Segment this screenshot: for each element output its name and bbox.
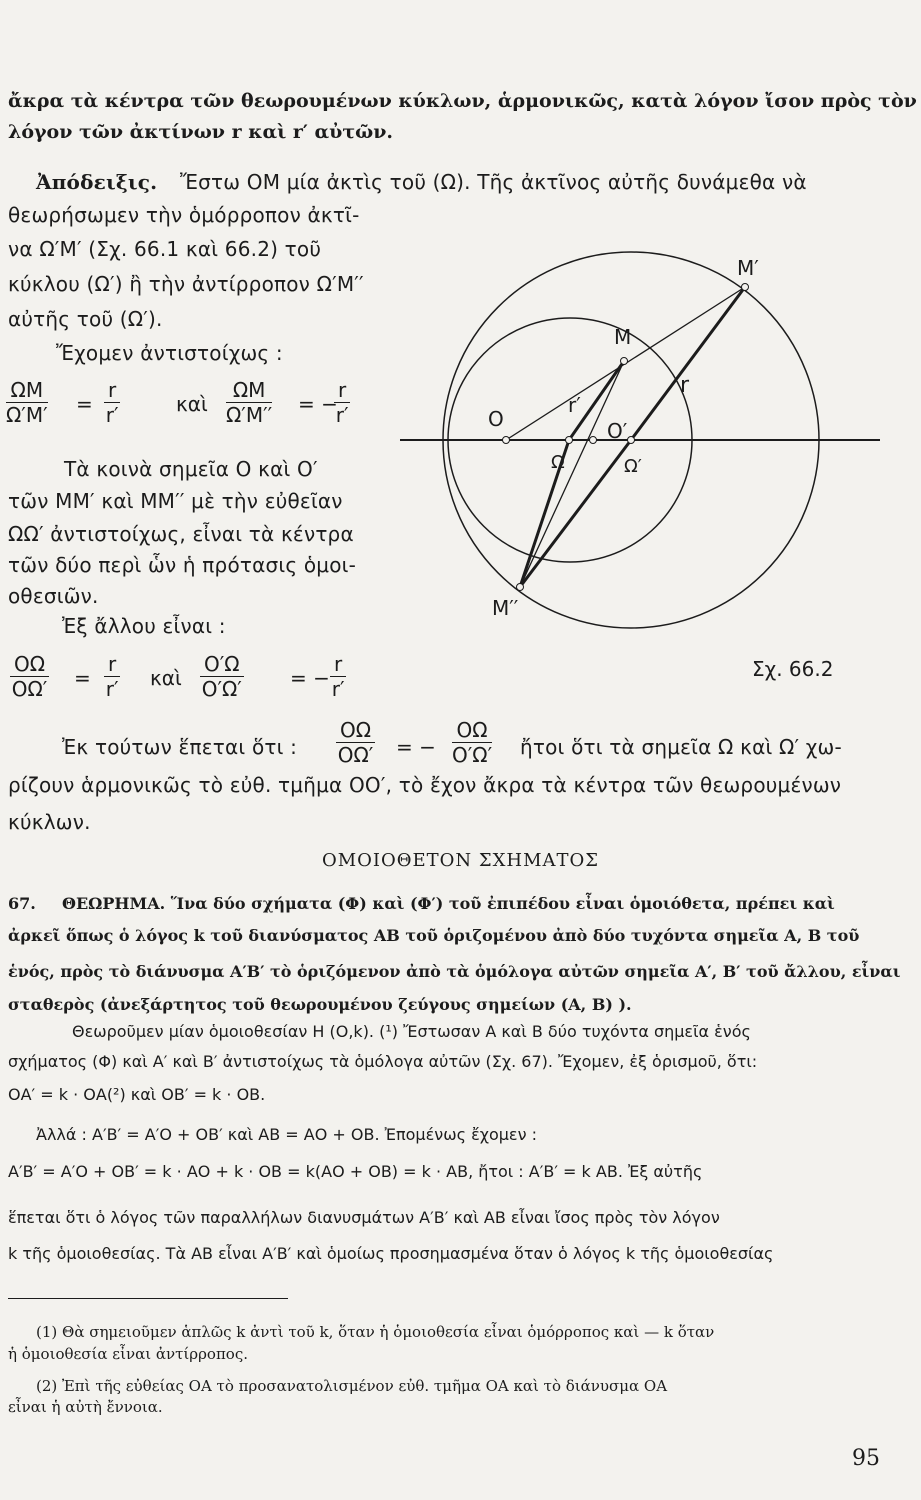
- equals-minus-sign: = −: [298, 392, 338, 416]
- footnote-line: ἡ ὁμοιοθεσία εἶναι ἀντίρροπος.: [8, 1345, 248, 1363]
- text-line: λόγον τῶν ἀκτίνων r καὶ r′ αὐτῶν.: [8, 121, 394, 143]
- label-O2: O′: [607, 419, 628, 443]
- text-line: οθεσιῶν.: [8, 584, 99, 608]
- text-line: ἕπεται ὅτι ὁ λόγος τῶν παραλλήλων διανυσμάτων Α′Β′ καὶ ΑΒ εἶναι ἴσος πρὸς τὸν λόγον: [8, 1208, 720, 1227]
- footnote-line: (1) Θὰ σημειοῦμεν ἁπλῶς k ἀντὶ τοῦ k, ὅταν ἡ ὁμοιοθεσία εἶναι ὁμόρροπος καὶ — k ὅταν: [36, 1323, 715, 1341]
- fraction: $\frac{O\Omega}{O\Omega'}$: [11, 652, 48, 701]
- text-line: ἄκρα τὰ κέντρα τῶν θεωρουμένων κύκλων, ἁρμονικῶς, κατὰ λόγον ἴσον πρὸς τὸν: [8, 90, 917, 112]
- footnote-line: εἶναι ἡ αὐτὴ ἔννοια.: [8, 1398, 163, 1416]
- text-line: Α′Β′ = Α′Ο + ΟΒ′ = k · ΑΟ + k · ΟΒ = k(ΑΟ + ΟΒ) = k · ΑΒ, ἤτοι : Α′Β′ = k ΑΒ. Ἐξ αὐτῆς: [8, 1162, 703, 1181]
- equals-sign: =: [76, 392, 93, 416]
- conjunction: καὶ: [176, 392, 208, 416]
- point-M1: [742, 284, 749, 291]
- figure-66-2: [400, 240, 890, 690]
- text-line: Θεωροῦμεν μίαν ὁμοιοθεσίαν Η (Ο,k). (¹) Ἔστωσαν Α καὶ Β δύο τυχόντα σημεῖα ἑνός: [72, 1022, 751, 1041]
- text-line: Ἔστω ΟΜ μία ἀκτὶς τοῦ (Ω). Τῆς ἀκτῖνος αὐτῆς δυνάμεθα νὰ: [180, 170, 807, 194]
- text-line: ἀρκεῖ ὅπως ὁ λόγος k τοῦ διανύσματος ΑΒ τοῦ ὁριζομένου ἀπὸ δύο τυχόντα σημεῖα Α, Β τοῦ: [8, 926, 860, 945]
- point-M: [621, 358, 628, 365]
- radius-W2-M3: [520, 440, 631, 587]
- point-W2: [628, 437, 635, 444]
- text-line: k τῆς ὁμοιοθεσίας. Τὰ ΑΒ εἶναι Α′Β′ καὶ ὁμοίως προσημασμένα ὅταν ὁ λόγος k τῆς ὁμοιοθεσίας: [8, 1244, 774, 1263]
- equals-sign: =: [74, 666, 91, 690]
- label-r: r: [680, 373, 690, 398]
- figure-caption: Σχ. 66.2: [752, 657, 834, 681]
- text-line: κύκλου (Ω′) ἢ τὴν ἀντίρροπον Ω′Μ′′: [8, 272, 364, 296]
- text-line: σταθερὸς (ἀνεξάρτητος τοῦ θεωρουμένου ζεύγους σημείων (Α, Β) ).: [8, 995, 632, 1014]
- text-line: ἤτοι ὅτι τὰ σημεῖα Ω καὶ Ω′ χω-: [520, 735, 842, 759]
- text-line: ΘΕΩΡΗΜΑ. Ἵνα δύο σχήματα (Φ) καὶ (Φ′) τοῦ ἐπιπέδου εἶναι ὁμοιόθετα, πρέπει καὶ: [62, 894, 835, 913]
- equals-minus-sign: = −: [290, 666, 330, 690]
- text-line: τῶν ΜΜ′ καὶ ΜΜ′′ μὲ τὴν εὐθεῖαν: [8, 489, 343, 513]
- text-line: να Ω′Μ′ (Σχ. 66.1 καὶ 66.2) τοῦ: [8, 237, 322, 261]
- theorem-number: 67.: [8, 894, 36, 913]
- proof-label: Ἀπόδειξις.: [36, 170, 158, 194]
- text-line: αὐτῆς τοῦ (Ω′).: [8, 307, 163, 331]
- fraction: $\frac{\Omega M}{\Omega'M'}$: [6, 378, 48, 427]
- text-line: ΟΑ′ = k · ΟΑ(²) καὶ ΟΒ′ = k · ΟΒ.: [8, 1085, 266, 1104]
- text-line: Ἔχομεν ἀντιστοίχως :: [56, 341, 283, 365]
- section-heading: ΟΜΟΙΟΘΕΤΟΝ ΣΧΗΜΑΤΟΣ: [321, 850, 600, 871]
- label-O: O: [488, 407, 504, 431]
- text-line: Τὰ κοινὰ σημεῖα Ο καὶ Ο′: [64, 457, 318, 481]
- text-line: θεωρήσωμεν τὴν ὁμόρροπον ἀκτῖ-: [8, 203, 360, 227]
- fraction: $\frac{r}{r'}$: [335, 378, 349, 427]
- fraction: $\frac{O\Omega}{O\Omega'}$: [337, 718, 374, 767]
- fraction: $\frac{O\Omega}{O'\Omega'}$: [452, 718, 493, 767]
- label-M: M: [614, 325, 632, 349]
- conjunction: καὶ: [150, 666, 182, 690]
- text-line: ΩΩ′ ἀντιστοίχως, εἶναι τὰ κέντρα: [8, 522, 354, 546]
- text-line: ἑνός, πρὸς τὸ διάνυσμα Α′Β′ τὸ ὁριζόμενον ἀπὸ τὰ ὁμόλογα αὐτῶν σημεῖα Α′, Β′ τοῦ ἄλλου, εἶναι: [8, 962, 901, 981]
- text-line: σχήματος (Φ) καὶ Α′ καὶ Β′ ἀντιστοίχως τὰ ὁμόλογα αὐτῶν (Σχ. 67). Ἔχομεν, ἐξ ὁρισμοῦ, ὅτι:: [8, 1052, 758, 1071]
- point-W: [566, 437, 573, 444]
- page-number: 95: [852, 1446, 880, 1471]
- text-line: Ἀλλά : Α′Β′ = Α′Ο + ΟΒ′ καὶ ΑΒ = ΑΟ + ΟΒ. Ἐπομένως ἔχομεν :: [36, 1125, 537, 1144]
- fraction: $\frac{O'\Omega}{O'\Omega'}$: [201, 652, 242, 701]
- text-line: Ἐξ ἄλλου εἶναι :: [62, 614, 226, 638]
- point-O: [503, 437, 510, 444]
- text-line: Ἐκ τούτων ἕπεται ὅτι :: [62, 735, 298, 759]
- point-M3: [517, 584, 524, 591]
- point-O2: [590, 437, 597, 444]
- fraction: $\frac{r}{r'}$: [331, 652, 345, 701]
- text-line: κύκλων.: [8, 810, 91, 834]
- label-W2: Ω′: [624, 456, 642, 477]
- text-line: ρίζουν ἁρμονικῶς τὸ εὐθ. τμῆμα ΟΟ′, τὸ ἔχον ἄκρα τὰ κέντρα τῶν θεωρουμένων: [8, 773, 842, 797]
- label-M1: M′: [737, 256, 759, 280]
- footnote-rule: [8, 1298, 288, 1299]
- label-rp: r′: [568, 393, 581, 417]
- fraction: $\frac{\Omega M}{\Omega'M''}$: [226, 378, 273, 427]
- text-line: τῶν δύο περὶ ὧν ἡ πρότασις ὁμοι-: [8, 553, 357, 577]
- fraction: $\frac{r}{r'}$: [105, 378, 119, 427]
- footnote-line: (2) Ἐπὶ τῆς εὐθείας ΟΑ τὸ προσανατολισμένον εὐθ. τμῆμα ΟΑ καὶ τὸ διάνυσμα ΟΑ: [36, 1377, 668, 1395]
- label-M3: M′′: [492, 596, 519, 620]
- label-W: Ω: [551, 452, 565, 473]
- fraction: $\frac{r}{r'}$: [105, 652, 119, 701]
- radius-W2-M1: [631, 287, 745, 440]
- equals-minus-sign: = −: [396, 735, 436, 759]
